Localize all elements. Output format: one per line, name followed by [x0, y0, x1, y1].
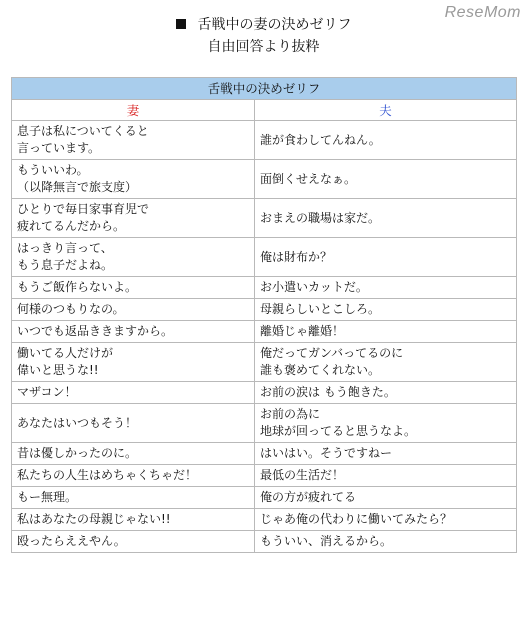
quotes-table [11, 77, 517, 553]
wife-quote: あなたはいつもそう！ [12, 404, 255, 443]
table-row [12, 160, 517, 199]
table-row [12, 531, 517, 553]
wife-quote: いつでも返品ききますから。 [12, 321, 255, 343]
wife-quote: 私たちの人生はめちゃくちゃだ！ [12, 465, 255, 487]
table-row [12, 343, 517, 382]
husband-quote: 俺は財布か？ [255, 238, 517, 277]
table-row [12, 321, 517, 343]
wife-quote: 昔は優しかったのに。 [12, 443, 255, 465]
wife-quote: 何様のつもりなの。 [12, 299, 255, 321]
header-husband: 夫 [255, 100, 517, 121]
table-caption-row [12, 78, 517, 100]
table-row [12, 404, 517, 443]
wife-quote: はっきり言って、 もう息子だよね。 [12, 238, 255, 277]
table-header-row [12, 100, 517, 121]
resemom-logo[interactable]: ReseMom [444, 4, 521, 21]
table-row [12, 199, 517, 238]
table-caption: 舌戦中の決めゼリフ [12, 78, 517, 100]
wife-quote: マザコン！ [12, 382, 255, 404]
header-wife: 妻 [12, 100, 255, 121]
husband-quote: じゃあ俺の代わりに働いてみたら？ [255, 509, 517, 531]
table-row [12, 487, 517, 509]
husband-quote: もういい、消えるから。 [255, 531, 517, 553]
wife-quote: 息子は私についてくると 言っています。 [12, 121, 255, 160]
husband-quote: 母親らしいとこしろ。 [255, 299, 517, 321]
title-line-1 [0, 14, 527, 36]
husband-quote: おまえの職場は家だ。 [255, 199, 517, 238]
husband-quote: 俺だってガンバってるのに 誰も褒めてくれない。 [255, 343, 517, 382]
husband-quote: 面倒くせえなぁ。 [255, 160, 517, 199]
table-body [12, 121, 517, 553]
husband-quote: 離婚じゃ離婚！ [255, 321, 517, 343]
table-row [12, 299, 517, 321]
table-row [12, 121, 517, 160]
husband-quote: 誰が食わしてんねん。 [255, 121, 517, 160]
wife-quote: ひとりで毎日家事育児で 疲れてるんだから。 [12, 199, 255, 238]
table-row [12, 238, 517, 277]
husband-quote: 最低の生活だ！ [255, 465, 517, 487]
husband-quote: お小遣いカットだ。 [255, 277, 517, 299]
husband-quote: はいはい。そうですねー [255, 443, 517, 465]
table-row [12, 277, 517, 299]
title-line-2: 自由回答より抜粋 [207, 39, 320, 55]
square-bullet-icon [176, 19, 186, 29]
quotes-table-wrapper [11, 77, 516, 553]
wife-quote: 働いてる人だけが 偉いと思うな!! [12, 343, 255, 382]
wife-quote: 私はあなたの母親じゃない!! [12, 509, 255, 531]
table-row [12, 465, 517, 487]
main-title: 舌戦中の妻の決めゼリフ [197, 17, 352, 33]
husband-quote: 俺の方が疲れてる [255, 487, 517, 509]
table-row [12, 382, 517, 404]
husband-quote: お前の為に 地球が回ってると思うなよ。 [255, 404, 517, 443]
table-row [12, 509, 517, 531]
wife-quote: もー無理。 [12, 487, 255, 509]
wife-quote: もうご飯作らないよ。 [12, 277, 255, 299]
husband-quote: お前の涙は もう飽きた。 [255, 382, 517, 404]
table-row [12, 443, 517, 465]
document-title [0, 14, 527, 58]
wife-quote: もういいわ。 （以降無言で旅支度） [12, 160, 255, 199]
wife-quote: 殴ったらええやん。 [12, 531, 255, 553]
